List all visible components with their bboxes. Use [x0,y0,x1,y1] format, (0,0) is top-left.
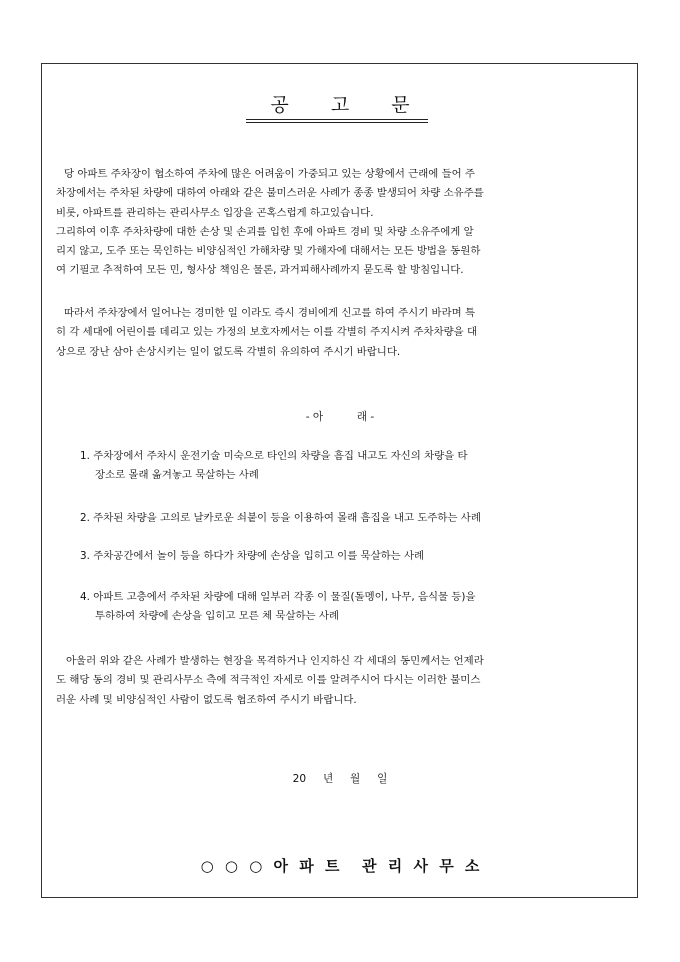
item-text: 아파트 고층에서 주차된 차량에 대해 일부러 각종 이 물질(돌멩이, 나무, 음식물 등)을 [93,591,476,603]
signoff-char: 파 [299,857,314,875]
list-item [80,447,620,485]
paragraph-line: 그리하여 이후 주차차량에 대한 손상 및 손괴를 입힌 후에 아파트 경비 및 차량 소유주에게 알 [56,225,474,238]
item-text: 주차공간에서 놀이 등을 하다가 차량에 손상을 입히고 이를 묵살하는 사례 [93,550,425,562]
title-char: 고 [330,94,350,116]
paragraph-line: 도 해당 동의 경비 및 관리사무소 측에 적극적인 자세로 이를 알려주시어 다시는 이러한 불미스 [56,674,481,687]
signoff-char: 리 [387,857,403,875]
signoff-char: ○ [224,857,238,875]
item-number: 4. [80,591,90,603]
paragraph-line: 당 아파트 주차장이 협소하여 주차에 많은 어려움이 가중되고 있는 상황에서 근래에 들어 주 [64,168,476,180]
signoff-char: 무 [439,857,454,875]
signoff-char: 트 [325,857,340,875]
signoff-char: ○ [200,857,214,875]
signoff-char: 아 [273,857,289,875]
paragraph-line: 히 각 세대에 어린이를 데리고 있는 가정의 보호자께서는 이를 각별히 주지시켜 주차차량을 대 [56,326,478,339]
intro-paragraph [56,165,626,281]
paragraph-line: 따라서 주차장에서 일어나는 경미한 일 이라도 즉시 경비에게 신고를 하여 주시기 바라며 특 [64,307,476,319]
notice-title [0,90,680,117]
paragraph-line: 러운 사례 및 비양심적인 사람이 없도록 협조하여 주시기 바랍니다. [56,693,357,706]
list-item [80,547,620,566]
item-text-continued: 투하하여 차량에 손상을 입히고 모른 체 묵살하는 사례 [95,610,339,622]
list-item [80,588,620,626]
closing-paragraph [56,652,626,710]
item-text-continued: 장소로 몰래 옮겨놓고 묵살하는 사례 [95,469,259,481]
item-number: 3. [80,550,90,562]
below-heading: - 아 래 - [305,411,375,423]
paragraph-line: 여 기필코 추적하여 모든 민, 형사상 책임은 물론, 과거피해사례까지 묻도록 할 방침입니다. [56,264,464,277]
item-number: 1. [80,450,90,462]
paragraph-line: 차장에서는 주차된 차량에 대하여 아래와 같은 불미스러운 사례가 종종 발생되어 차량 소유주를 [56,187,484,200]
signoff-char: 관 [361,857,377,875]
title-underline-double [246,122,428,123]
title-char: 문 [391,94,410,116]
item-text: 주차된 차량을 고의로 날카로운 쇠붙이 등을 이용하여 몰래 흠집을 내고 도주하는 사례 [93,512,481,524]
item-text: 주차장에서 주차시 운전기술 미숙으로 타인의 차량을 흠집 내고도 자신의 차량을 타 [93,450,468,462]
list-item [80,509,620,528]
paragraph-line: 비롯, 아파트를 관리하는 관리사무소 입장을 곤혹스럽게 하고있습니다. [56,206,374,219]
date-line: 20 년 월 일 [292,773,388,785]
signoff-char: 소 [464,857,480,875]
title-underline [246,119,428,120]
item-number: 2. [80,512,90,524]
request-paragraph [56,304,626,362]
signoff-char: 사 [413,857,428,875]
paragraph-line: 리지 않고, 도주 또는 묵인하는 비양심적인 가해차량 및 가해자에 대해서는 모든 방법을 동원하 [56,245,481,258]
paragraph-line: 아울러 위와 같은 사례가 발생하는 현장을 목격하거나 인지하신 각 세대의 동민께서는 언제라 [66,655,484,667]
signoff-char: ○ [249,857,263,875]
signoff [0,855,680,876]
title-char: 공 [270,94,289,116]
paragraph-line: 상으로 장난 삼아 손상시키는 일이 없도록 각별히 유의하여 주시기 바랍니다. [56,345,401,358]
